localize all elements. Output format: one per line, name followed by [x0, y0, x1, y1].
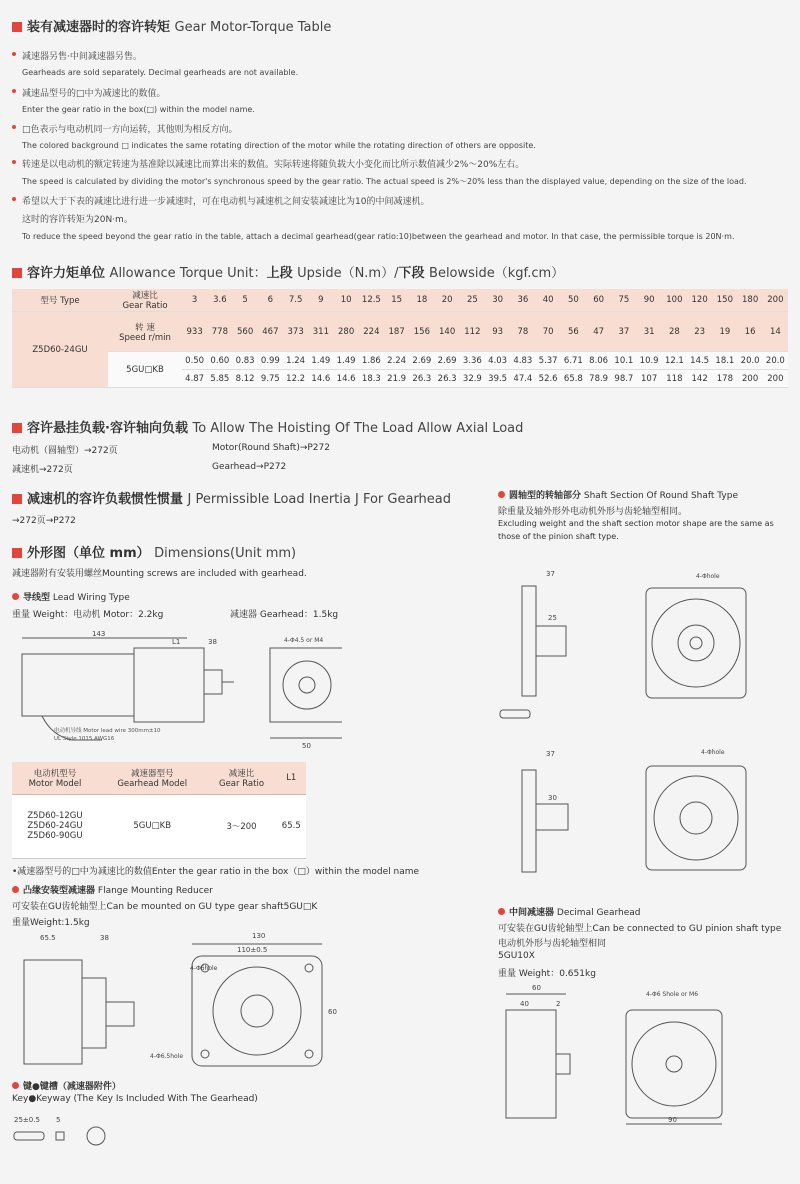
note-4-en: The speed is calculated by dividing the motor's synchronous speed by the gear ratio. The actual speed is 2%～20% less than the displayed value, depending on the size of the load. — [22, 177, 747, 186]
torque-kgf-cell: 65.8 — [561, 370, 586, 388]
ratio-cell: 120 — [687, 289, 712, 312]
torque-nm-cell: 1.49 — [308, 352, 333, 370]
torque-nm-cell: 20.0 — [738, 352, 763, 370]
round-shaft-line2: Excluding weight and the shaft section motor shape are the same as — [498, 519, 774, 528]
note-4-cn: 转速是以电动机的额定转速为基准除以减速比而算出来的数值。实际转速将随负载大小变化而比所示数值减少2%～20%左右。 — [22, 157, 524, 170]
ratio-cell: 15 — [384, 289, 409, 312]
round-shaft-drawings — [496, 560, 786, 880]
dim-hole-top: 4-Φhole — [696, 573, 720, 580]
speed-cell: 19 — [712, 312, 737, 352]
inertia-page-ref: →272页→P272 — [12, 516, 76, 526]
speed-cell: 56 — [561, 312, 586, 352]
motor-model-table — [12, 762, 306, 859]
torque-nm-cell: 10.9 — [637, 352, 662, 370]
note-2-cn: 减速品型号的□中为减速比的数值。 — [22, 86, 166, 99]
section-title-hoisting-load: 容许悬挂负载·容许轴向负载 To Allow The Hoisting Of The Load Allow Axial Load — [12, 417, 523, 436]
gearhead-ref-en: Gearhead→P272 — [212, 462, 287, 472]
torque-nm-cell: 1.24 — [283, 352, 308, 370]
torque-nm-cell: 20.0 — [763, 352, 788, 370]
torque-kgf-cell: 14.6 — [308, 370, 333, 388]
key-title: 键●键槽（减速器附件） — [12, 1079, 121, 1092]
ratio-cell: 40 — [536, 289, 561, 312]
torque-kgf-cell: 8.12 — [233, 370, 258, 388]
torque-kgf-cell: 178 — [712, 370, 737, 388]
lead-wiring-weight: 重量 Weight：电动机 Motor：2.2kg — [12, 610, 164, 620]
speed-cell: 311 — [308, 312, 333, 352]
ratio-cell: 25 — [460, 289, 485, 312]
speed-cell: 93 — [485, 312, 510, 352]
decimal-line1: 可安装在GU齿轮轴型上Can be connected to GU pinion shaft type — [498, 924, 782, 934]
dim-25: 25 — [548, 614, 557, 622]
motor-model-header: 电动机型号 Motor Model — [12, 762, 98, 794]
motor-models-cell: Z5D60-12GU Z5D60-24GU Z5D60-90GU — [12, 794, 98, 858]
speed-cell: 37 — [611, 312, 636, 352]
note-3-en: The colored background □ indicates the same rotating direction of the motor while the rotating direction of others are opposite. — [22, 141, 536, 150]
note-2-en: Enter the gear ratio in the box(□) within the model name. — [22, 105, 255, 114]
torque-kgf-cell: 107 — [637, 370, 662, 388]
torque-nm-cell: 18.1 — [712, 352, 737, 370]
ratio-cell: 7.5 — [283, 289, 308, 312]
torque-kgf-cell: 18.3 — [359, 370, 384, 388]
torque-kgf-cell: 26.3 — [435, 370, 460, 388]
lead-wiring-gear-weight: 减速器 Gearhead：1.5kg — [230, 610, 339, 620]
decimal-weight: 重量 Weight：0.651kg — [498, 969, 596, 979]
torque-kgf-cell: 78.9 — [586, 370, 611, 388]
round-shaft-line3: those of the pinion shaft type. — [498, 532, 619, 541]
gearhead-ref-cn: 减速机→272页 — [12, 465, 73, 475]
dim-60: 60 — [328, 1008, 337, 1016]
note-3-cn: □色表示与电动机同一方向运转，其他则为相反方向。 — [22, 122, 238, 135]
ratio-cell: 150 — [712, 289, 737, 312]
torque-kgf-cell: 4.87 — [182, 370, 207, 388]
section-title-dimensions: 外形图（单位 mm） Dimensions(Unit mm) — [12, 542, 296, 561]
torque-kgf-cell: 32.9 — [460, 370, 485, 388]
speed-cell: 47 — [586, 312, 611, 352]
decimal-gearhead-drawing — [496, 980, 786, 1130]
key-drawing — [12, 1108, 142, 1148]
torque-kgf-cell: 21.9 — [384, 370, 409, 388]
dec-hole: 4-Φ6 Shole or M6 — [646, 991, 699, 998]
dim-130: 130 — [252, 932, 266, 940]
speed-cell: 467 — [258, 312, 283, 352]
ratio-cell: 20 — [435, 289, 460, 312]
speed-cell: 16 — [738, 312, 763, 352]
decimal-gearhead-title: 中间减速器 Decimal Gearhead — [498, 905, 641, 918]
ratio-cell: 6 — [258, 289, 283, 312]
dim-30: 30 — [548, 794, 557, 802]
l1-header: L1 — [277, 762, 306, 794]
gearhead-model-cell: 5GU□KB — [108, 352, 182, 388]
mounting-screws-note: 减速器附有安装用螺丝Mounting screws are included with gearhead. — [12, 569, 307, 579]
torque-nm-cell: 1.49 — [334, 352, 359, 370]
dim-37-bottom: 37 — [546, 750, 555, 758]
dim-110: 110±0.5 — [237, 946, 268, 954]
dim-143: 143 — [92, 630, 106, 638]
ratio-cell: 100 — [662, 289, 687, 312]
torque-kgf-cell: 14.6 — [334, 370, 359, 388]
speed-cell: 560 — [233, 312, 258, 352]
torque-kgf-cell: 52.6 — [536, 370, 561, 388]
ratio-cell: 18 — [409, 289, 434, 312]
key-dim-5: 5 — [56, 1116, 61, 1124]
ratio-cell: 3.6 — [207, 289, 232, 312]
torque-nm-cell: 4.83 — [510, 352, 535, 370]
section-title-gear-motor-torque: 装有减速器时的容许转矩 Gear Motor-Torque Table — [12, 16, 331, 35]
motor-round-shaft-ref-en: Motor(Round Shaft)→P272 — [212, 443, 330, 453]
type-label: 型号 Type — [12, 289, 108, 312]
round-shaft-title: 圆轴型的转轴部分 Shaft Section Of Round Shaft Type — [498, 488, 738, 501]
motor-round-shaft-ref-cn: 电动机（圆轴型）→272页 — [12, 446, 118, 456]
ratio-cell: 75 — [611, 289, 636, 312]
ratio-cell: 9 — [308, 289, 333, 312]
torque-kgf-cell: 200 — [738, 370, 763, 388]
torque-kgf-cell: 200 — [763, 370, 788, 388]
torque-table — [12, 289, 788, 388]
torque-kgf-cell: 26.3 — [409, 370, 434, 388]
speed-cell: 31 — [637, 312, 662, 352]
speed-cell: 187 — [384, 312, 409, 352]
decimal-model: 5GU10X — [498, 951, 535, 961]
dim-hole: 4-Φ4.5 or M4 — [284, 637, 324, 644]
dim-6-hole: 4-Φ6hole — [190, 965, 218, 972]
ratio-cell: 200 — [763, 289, 788, 312]
key-dim-25: 25±0.5 — [14, 1116, 40, 1124]
torque-nm-cell: 12.1 — [662, 352, 687, 370]
round-shaft-line1: 除重量及轴外形外电动机外形与齿轮轴型相同。 — [498, 507, 688, 517]
key-title-en: Key●Keyway (The Key Is Included With The Gearhead) — [12, 1094, 258, 1104]
torque-kgf-cell: 39.5 — [485, 370, 510, 388]
dim-hole-bottom: 4-Φhole — [701, 749, 725, 756]
dim-37-top: 37 — [546, 570, 555, 578]
lead-wiring-title: 导线型 Lead Wiring Type — [12, 590, 130, 603]
speed-cell: 224 — [359, 312, 384, 352]
speed-cell: 373 — [283, 312, 308, 352]
dim-65-5: 65.5 — [40, 934, 56, 942]
speed-cell: 933 — [182, 312, 207, 352]
speed-cell: 140 — [435, 312, 460, 352]
ratio-cell: 36 — [510, 289, 535, 312]
dec-dim-2: 2 — [556, 1000, 561, 1008]
ratio-cell: 180 — [738, 289, 763, 312]
speed-cell: 70 — [536, 312, 561, 352]
model-cell: Z5D60-24GU — [12, 312, 108, 388]
ratio-cell: 12.5 — [359, 289, 384, 312]
torque-kgf-cell: 98.7 — [611, 370, 636, 388]
gearhead-model-header: 减速器型号 Gearhead Model — [98, 762, 207, 794]
dec-dim-90: 90 — [668, 1116, 677, 1124]
dim-6-5-hole: 4-Φ6.5hole — [150, 1053, 184, 1060]
speed-header: 转 速 Speed r/min — [108, 312, 182, 352]
torque-kgf-cell: 47.4 — [510, 370, 535, 388]
ratio-cell: 30 — [485, 289, 510, 312]
speed-cell: 14 — [763, 312, 788, 352]
torque-nm-cell: 0.83 — [233, 352, 258, 370]
l1-cell: 65.5 — [277, 794, 306, 858]
torque-nm-cell: 6.71 — [561, 352, 586, 370]
torque-kgf-cell: 118 — [662, 370, 687, 388]
flange-weight: 重量Weight:1.5kg — [12, 918, 90, 928]
ratio-cell: 3 — [182, 289, 207, 312]
torque-nm-cell: 0.60 — [207, 352, 232, 370]
gear-ratio-footnote: •减速器型号的□中为减速比的数值Enter the gear ratio in the box（□）within the model name — [12, 867, 420, 877]
note-5-en: To reduce the speed beyond the gear ratio in the table, attach a decimal gearhead(gear ratio:10)between the gearhead and motor. In that case, the permissible torque is 20N·m. — [22, 232, 735, 241]
torque-nm-cell: 1.86 — [359, 352, 384, 370]
note-5-cn-2: 这时的容许转矩为20N·m。 — [22, 215, 133, 225]
gear-ratio-header: 减速比 Gear Ratio — [108, 289, 182, 312]
section-title-allowance-torque: 容许力矩单位 Allowance Torque Unit：上段 Upside（N.m）/下段 Belowside（kgf.cm） — [12, 262, 564, 281]
ratio-cell: 5 — [233, 289, 258, 312]
dim-l1: L1 — [172, 638, 181, 646]
torque-nm-cell: 0.50 — [182, 352, 207, 370]
speed-cell: 156 — [409, 312, 434, 352]
ul-style-note: UL Style 1015 AWG16 — [54, 736, 115, 742]
torque-kgf-cell: 5.85 — [207, 370, 232, 388]
flange-line1: 可安装在GU齿轮轴型上Can be mounted on GU type gear shaft5GU□K — [12, 902, 318, 912]
speed-cell: 28 — [662, 312, 687, 352]
ratio-cell: 3～200 — [207, 794, 277, 858]
flange-title: 凸缘安装型减速器 Flange Mounting Reducer — [12, 883, 213, 896]
gearhead-cell: 5GU□KB — [98, 794, 207, 858]
torque-nm-cell: 2.69 — [435, 352, 460, 370]
torque-kgf-cell: 9.75 — [258, 370, 283, 388]
speed-cell: 778 — [207, 312, 232, 352]
lead-wiring-drawing — [12, 626, 342, 756]
decimal-line2: 电动机外形与齿轮轴型相同 — [498, 939, 607, 949]
dec-dim-60: 60 — [532, 984, 541, 992]
lead-wire-note: 电动机导线 Motor lead wire 300mm±10 — [54, 728, 161, 734]
section-title-inertia: 减速机的容许负载惯性惯量 J Permissible Load Inertia J For Gearhead — [12, 488, 451, 507]
ratio-cell: 50 — [561, 289, 586, 312]
torque-nm-cell: 14.5 — [687, 352, 712, 370]
torque-kgf-cell: 142 — [687, 370, 712, 388]
torque-nm-cell: 4.03 — [485, 352, 510, 370]
torque-nm-cell: 8.06 — [586, 352, 611, 370]
note-1-cn: 减速器另售·中间减速器另售。 — [22, 49, 142, 62]
flange-drawing — [12, 930, 342, 1070]
note-1-en: Gearheads are sold separately. Decimal gearheads are not available. — [22, 68, 299, 77]
torque-nm-cell: 5.37 — [536, 352, 561, 370]
torque-nm-cell: 2.24 — [384, 352, 409, 370]
dim-50: 50 — [302, 742, 311, 750]
speed-cell: 78 — [510, 312, 535, 352]
torque-nm-cell: 10.1 — [611, 352, 636, 370]
speed-cell: 280 — [334, 312, 359, 352]
torque-nm-cell: 0.99 — [258, 352, 283, 370]
gear-ratio-header: 减速比 Gear Ratio — [207, 762, 277, 794]
ratio-cell: 90 — [637, 289, 662, 312]
torque-nm-cell: 2.69 — [409, 352, 434, 370]
speed-cell: 112 — [460, 312, 485, 352]
dec-dim-40: 40 — [520, 1000, 529, 1008]
torque-kgf-cell: 12.2 — [283, 370, 308, 388]
dim-38: 38 — [100, 934, 109, 942]
ratio-cell: 10 — [334, 289, 359, 312]
ratio-cell: 60 — [586, 289, 611, 312]
speed-cell: 23 — [687, 312, 712, 352]
dim-38: 38 — [208, 638, 217, 646]
torque-nm-cell: 3.36 — [460, 352, 485, 370]
note-5-cn: 希望以大于下表的减速比进行进一步减速时，可在电动机与减速机之间安装减速比为10的中间减速机。 — [22, 194, 429, 207]
